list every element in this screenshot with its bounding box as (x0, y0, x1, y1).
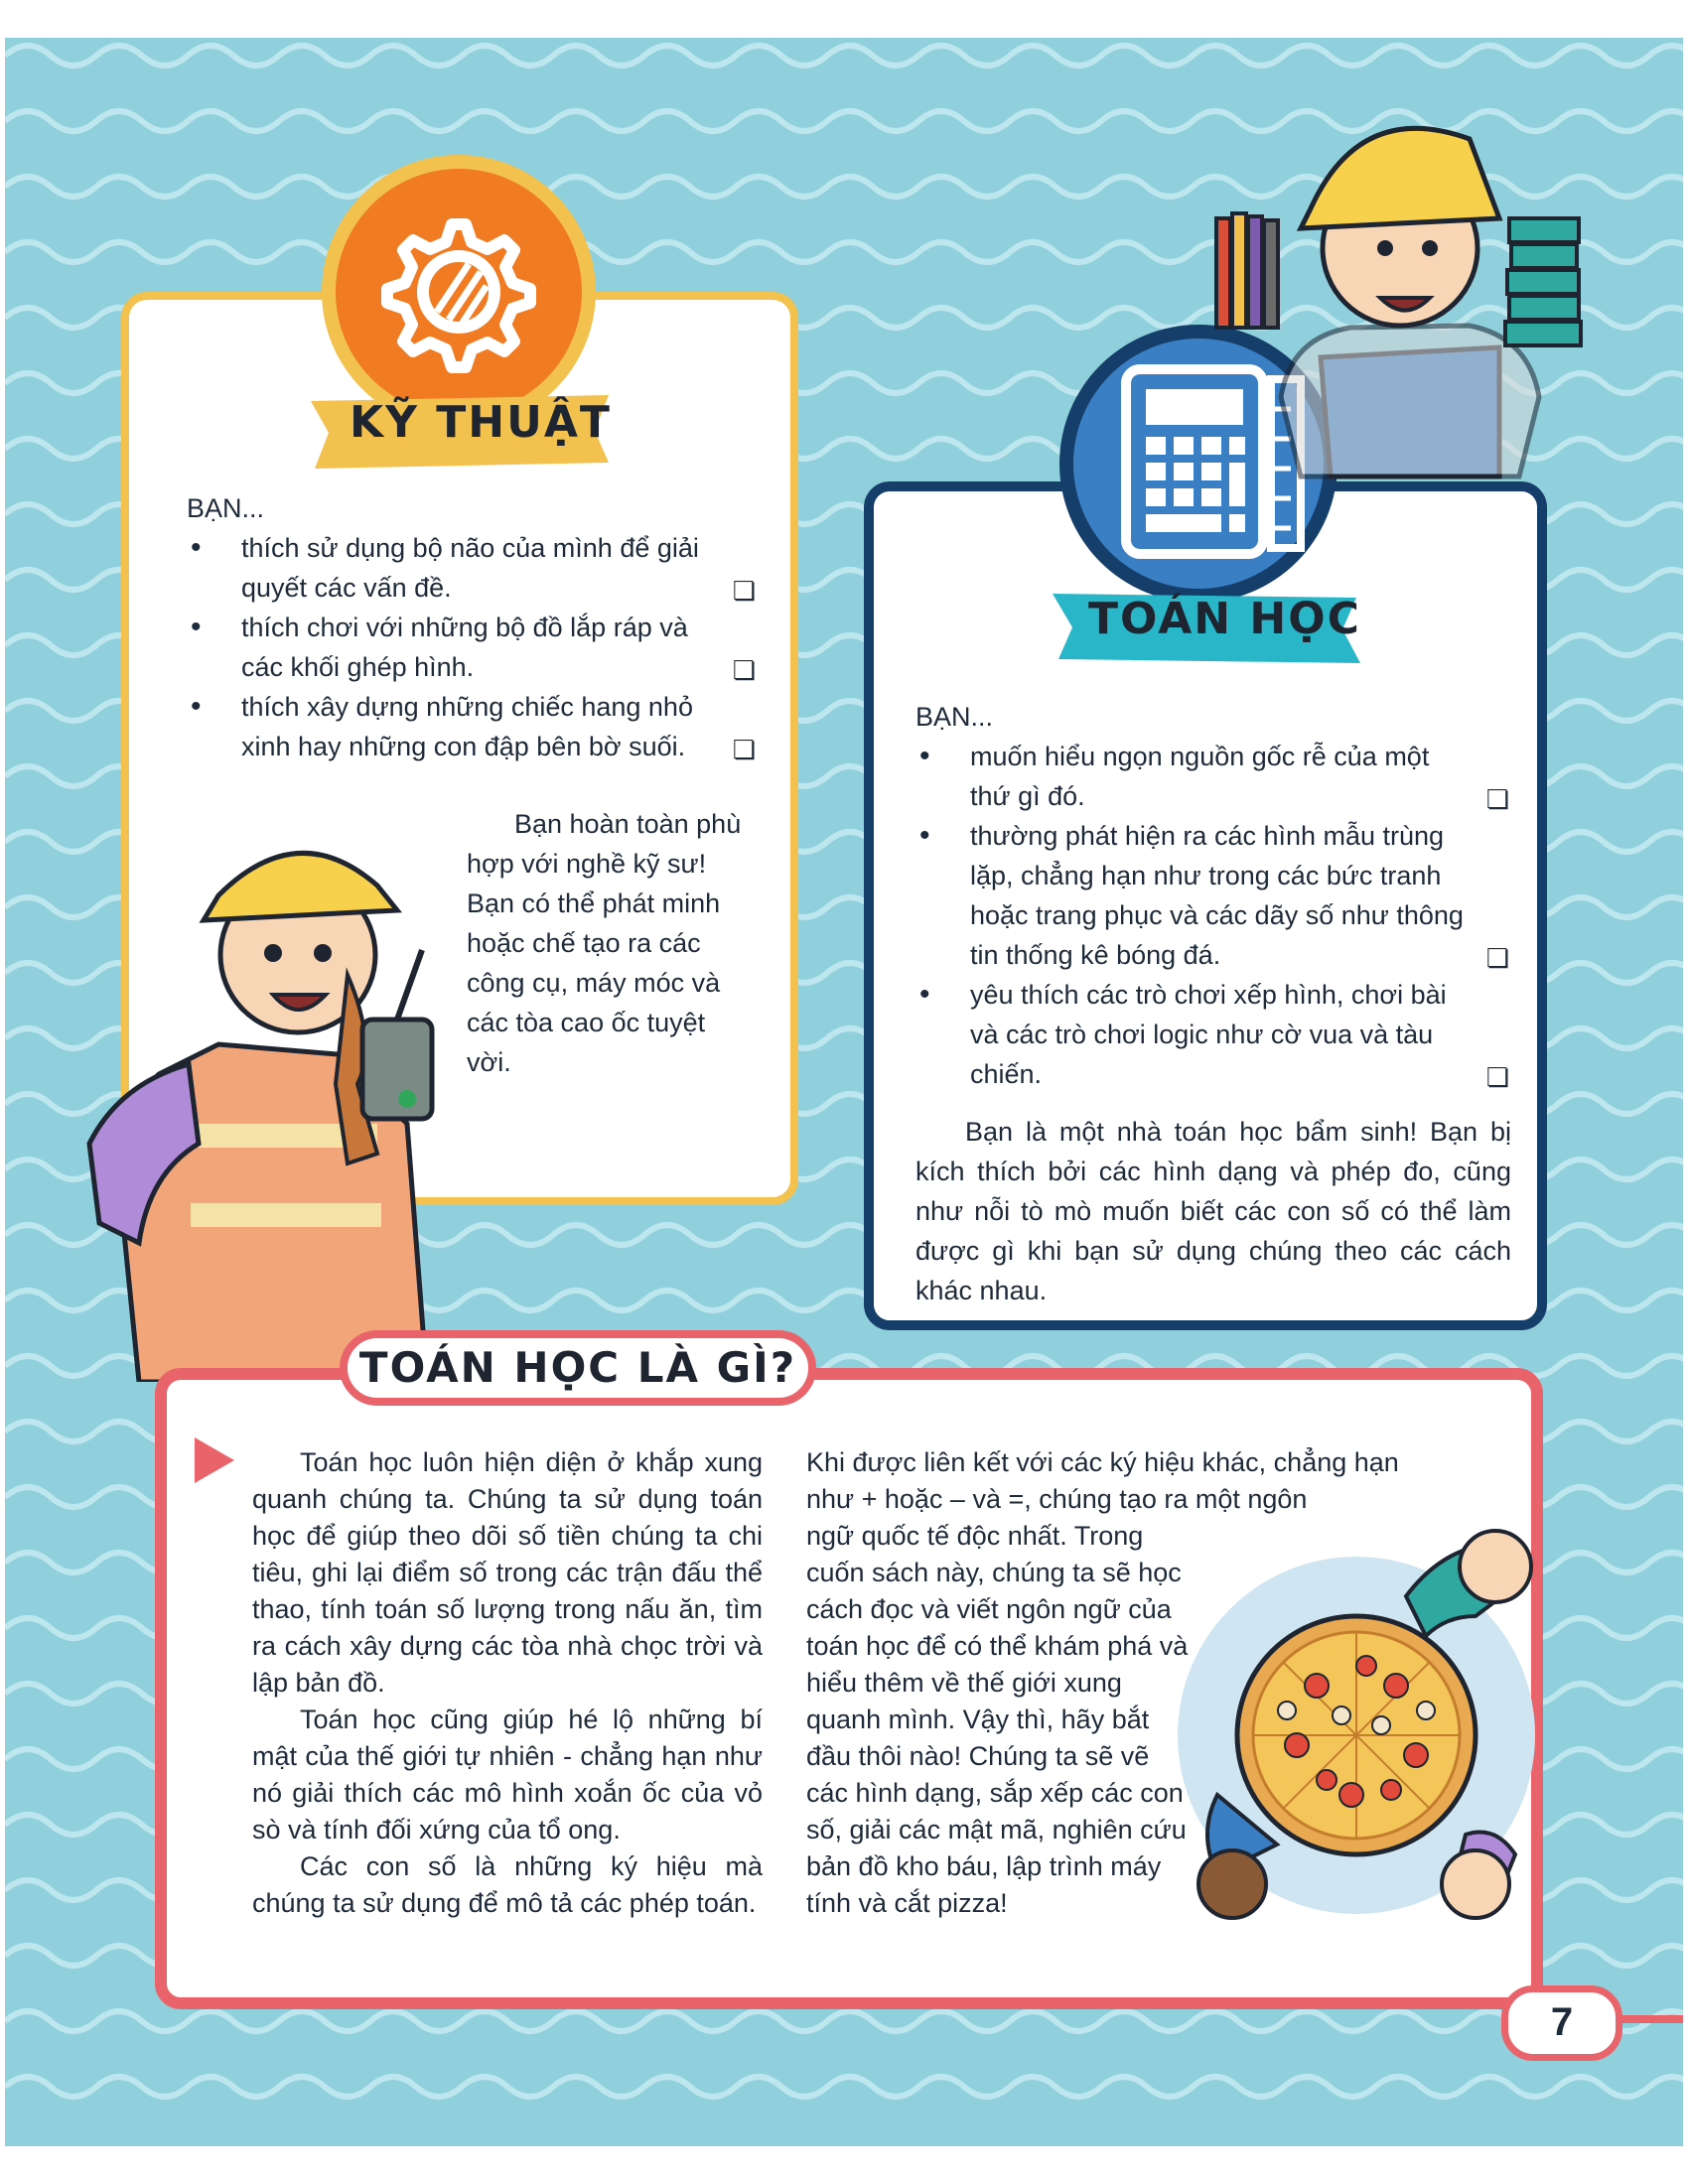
what-is-math-title-box (340, 1330, 816, 1406)
checkbox-icon[interactable]: ❏ (732, 576, 756, 606)
math-title: TOÁN HỌC (1088, 594, 1361, 644)
what-is-math-title: TOÁN HỌC LÀ GÌ? (358, 1343, 797, 1392)
checkbox-icon[interactable]: ❏ (1485, 784, 1509, 814)
math-checklist (915, 737, 1511, 1094)
math-conclusion: Bạn là một nhà toán học bẩm sinh! Bạn bị kích thích bởi các hình dạng và phép đo, cũng như nỗi tò mò muốn biết các con số có thể làm được gì khi bạn sử dụng chúng theo các cách khác nhau. (915, 1117, 1511, 1305)
wave-line (5, 46, 1683, 66)
wave-line (5, 2077, 1683, 2097)
arrow-icon (195, 1437, 234, 1483)
checkbox-icon[interactable]: ❏ (732, 735, 756, 764)
list-item: • thích sử dụng bộ não của mình để giải quyết các vấn đề. ❏ (187, 528, 758, 608)
list-item: • muốn hiểu ngọn nguồn gốc rễ của một thứ gì đó. ❏ (915, 737, 1511, 816)
engineering-checklist (187, 528, 758, 766)
engineer-man-illustration (1201, 99, 1599, 496)
engineering-conclusion: Bạn hoàn toàn phù hợp với nghề kỹ sư! Bạn có thể phát minh hoặc chế tạo ra các công cụ, máy móc và các tòa cao ốc tuyệt vời. (467, 809, 742, 1077)
engineering-intro: BẠN... (187, 493, 265, 523)
page-number: 7 (1501, 1985, 1622, 2061)
pizza-illustration (1178, 1497, 1555, 1934)
wave-line (5, 2011, 1683, 2031)
checkbox-icon[interactable]: ❏ (1485, 943, 1509, 973)
checkbox-icon[interactable]: ❏ (1485, 1062, 1509, 1092)
what-is-math-column-1: Toán học luôn hiện diện ở khắp xung quanh chúng ta. Chúng ta sử dụng toán học để giúp theo dõi số tiền chúng ta chi tiêu, ghi lại điểm số trong các trận đấu thể thao, tính toán số lượng trong nấu ăn, tìm ra cách xây dựng các tòa nhà chọc trời và lập bản đồ. Toán học cũng giúp hé lộ những bí mật của thế giới tự nhiên - chẳng hạn như nó giải thích các mô hình xoắn ốc của vỏ sò và tính đối xứng của tổ ong. Các con số là những ký hiệu mà chúng ta sử dụng để mô tả các phép toán. (252, 1447, 763, 1918)
math-intro: BẠN... (915, 702, 994, 732)
checkbox-icon[interactable]: ❏ (732, 655, 756, 685)
list-item: • thích chơi với những bộ đồ lắp ráp và các khối ghép hình. ❏ (187, 608, 758, 687)
math-content (915, 697, 1511, 1310)
list-item: • thường phát hiện ra các hình mẫu trùng lặp, chẳng hạn như trong các bức tranh hoặc trang phục và các dãy số như thông tin thống kê bóng đá. ❏ (915, 816, 1511, 975)
what-is-math-column-2: Khi được liên kết với các ký hiệu khác, chẳng hạn như + hoặc – và =, chúng tạo ra một ngôn ngữ quốc tế độc nhất. Trong cuốn sách này, chúng ta sẽ học cách đọc và viết ngôn ngữ của toán học để có thể khám phá và hiểu thêm về thế giới xung quanh mình. Vậy thì, hãy bắt đầu thôi nào! Chúng ta sẽ vẽ các hình dạng, sắp xếp các con số, giải các mật mã, nghiên cứu bản đồ kho báu, lập trình máy tính và cắt pizza! (806, 1447, 1399, 1918)
list-item: • thích xây dựng những chiếc hang nhỏ xinh hay những con đập bên bờ suối. ❏ (187, 687, 758, 766)
engineer-girl-illustration (79, 826, 496, 1382)
engineering-content (187, 488, 758, 766)
list-item: • yêu thích các trò chơi xếp hình, chơi bài và các trò chơi logic như cờ vua và tàu chiến. ❏ (915, 975, 1511, 1094)
engineering-title: KỸ THUẬT (350, 397, 612, 448)
